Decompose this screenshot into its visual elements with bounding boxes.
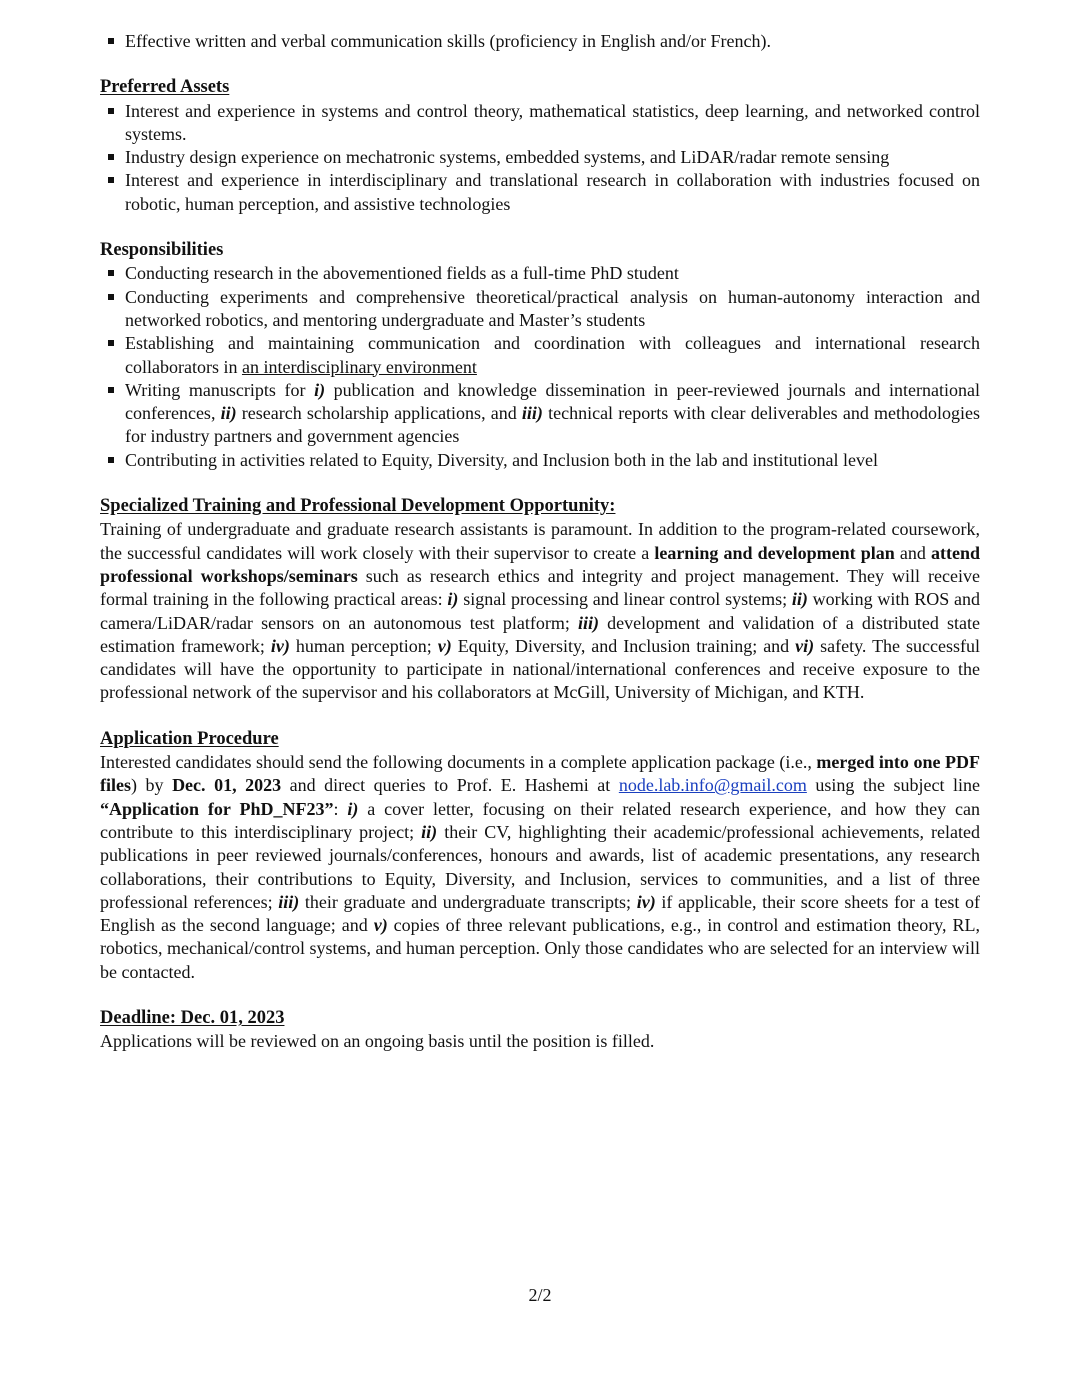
section-heading-responsibilities: Responsibilities [100, 240, 224, 261]
responsibilities-list [100, 262, 980, 472]
text-segment: human perception; [289, 635, 438, 656]
list-item [100, 379, 980, 449]
section-heading-deadline: Deadline: Dec. 01, 2023 [100, 1007, 285, 1028]
section-heading-application: Application Procedure [100, 728, 279, 749]
text-segment: working with ROS and camera/LiDAR/radar sensors on an autonomous test platform; [100, 589, 981, 633]
email-link[interactable]: node.lab.info@gmail.com [618, 775, 807, 796]
responsibilities-section [100, 239, 980, 472]
text-segment: if applicable, their score sheets for a test of English as the second language; and [100, 891, 980, 936]
text-segment: their CV, highlighting their academic/professional achievements, related publications in peer reviewed journals/conferences, honours and awards, list of academic presentations, any research collaborations, their contributions to Equity, Diversity, and Inclusion, services to communities, and a list of three professional references; [100, 821, 980, 912]
preferred-assets-list [100, 100, 980, 216]
text-segment: and direct queries to Prof. E. Hashemi at [281, 775, 619, 796]
bold-phrase: attend professional workshops/seminars [100, 542, 980, 586]
bold-phrase: merged into one PDF files [100, 752, 980, 796]
enumeration-marker: iv) [636, 891, 656, 912]
enumeration-marker: iii) [577, 612, 599, 633]
text-segment: copies of three relevant publications, e.g., in control and estimation theory, RL, robotics, mechanical/control systems, and human perception. Only those candidates who are selected for an interview will be contacted. [100, 915, 980, 982]
enumeration-marker: vi) [795, 635, 815, 656]
underlined-phrase: an interdisciplinary environment [241, 356, 477, 377]
section-heading-preferred-assets: Preferred Assets [100, 77, 230, 98]
text-segment: Interested candidates should send the following documents in a complete application package (i.e., [100, 752, 817, 773]
training-section [100, 495, 980, 705]
enumeration-marker: iii) [521, 403, 543, 424]
enumeration-marker: v) [373, 915, 388, 936]
text-segment: Writing manuscripts for [125, 379, 315, 400]
list-item: Industry design experience on mechatronic systems, embedded systems, and LiDAR/radar remote sensing [100, 146, 980, 169]
intro-bullet-list [100, 30, 980, 53]
list-item: Interest and experience in interdisciplinary and translational research in collaboration with industries focused on robotic, human perception, and assistive technologies [100, 169, 980, 216]
text-segment: technical reports with clear deliverables and methodologies for industry partners and government agencies [125, 403, 981, 447]
bold-phrase: learning and development plan [654, 542, 895, 563]
deadline-section [100, 1007, 980, 1054]
enumeration-marker: ii) [791, 589, 808, 610]
text-segment: publication and knowledge dissemination in peer-reviewed journals and international conferences, [125, 379, 980, 424]
section-heading-training: Specialized Training and Professional Development Opportunity: [100, 496, 616, 517]
text-segment: research scholarship applications, and [236, 403, 522, 424]
enumeration-marker: iv) [270, 635, 290, 656]
text-segment: their graduate and undergraduate transcripts; [299, 891, 637, 912]
text-segment: using the subject line [806, 775, 980, 796]
list-item: Interest and experience in systems and control theory, mathematical statistics, deep learning, and networked control systems. [100, 100, 980, 147]
list-item: Contributing in activities related to Equity, Diversity, and Inclusion both in the lab and institutional level [100, 449, 980, 472]
enumeration-marker: v) [437, 635, 452, 656]
text-segment: development and validation of a distributed state estimation framework; [100, 612, 980, 656]
document-page [100, 30, 980, 1054]
enumeration-marker: i) [347, 798, 359, 819]
list-item [100, 332, 980, 379]
preferred-assets-section [100, 76, 980, 216]
application-section [100, 728, 980, 984]
application-paragraph [100, 751, 980, 984]
enumeration-marker: i) [447, 589, 459, 610]
text-segment: Establishing and maintaining communication and coordination with colleagues and international research collaborators in [125, 333, 980, 377]
bold-phrase: Dec. 01, 2023 [172, 775, 282, 796]
training-paragraph [100, 518, 980, 704]
enumeration-marker: ii) [220, 403, 237, 424]
text-segment: Equity, Diversity, and Inclusion training; and [451, 635, 796, 656]
text-segment: safety. The successful candidates will have the opportunity to participate in national/international conferences and receive exposure to the professional network of the supervisor and his collaborators at McGill, University of Michigan, and KTH. [100, 635, 980, 703]
bold-phrase: “Application for PhD_NF23” [100, 798, 334, 819]
text-segment: : [333, 798, 348, 819]
text-segment: ) by [131, 775, 173, 796]
enumeration-marker: iii) [278, 891, 300, 912]
text-segment: and [894, 542, 931, 563]
text-segment: signal processing and linear control systems; [458, 589, 792, 610]
text-segment: a cover letter, focusing on their related research experience, and how they can contribute to this interdisciplinary project; [100, 798, 980, 842]
list-item: Effective written and verbal communication skills (proficiency in English and/or French). [100, 30, 980, 53]
enumeration-marker: i) [314, 379, 326, 400]
list-item: Conducting research in the abovementioned fields as a full-time PhD student [100, 262, 980, 285]
deadline-text: Applications will be reviewed on an ongoing basis until the position is filled. [100, 1031, 655, 1052]
list-item: Conducting experiments and comprehensive theoretical/practical analysis on human-autonomy interaction and networked robotics, and mentoring undergraduate and Master’s students [100, 286, 980, 333]
page-number: 2/2 [528, 1285, 552, 1305]
text-segment: Training of undergraduate and graduate research assistants is paramount. In addition to the program-related coursework, the successful candidates will work closely with their supervisor to create a [100, 519, 980, 563]
enumeration-marker: ii) [421, 821, 438, 842]
text-segment: such as research ethics and integrity and project management. They will receive formal training in the following practical areas: [100, 565, 980, 610]
